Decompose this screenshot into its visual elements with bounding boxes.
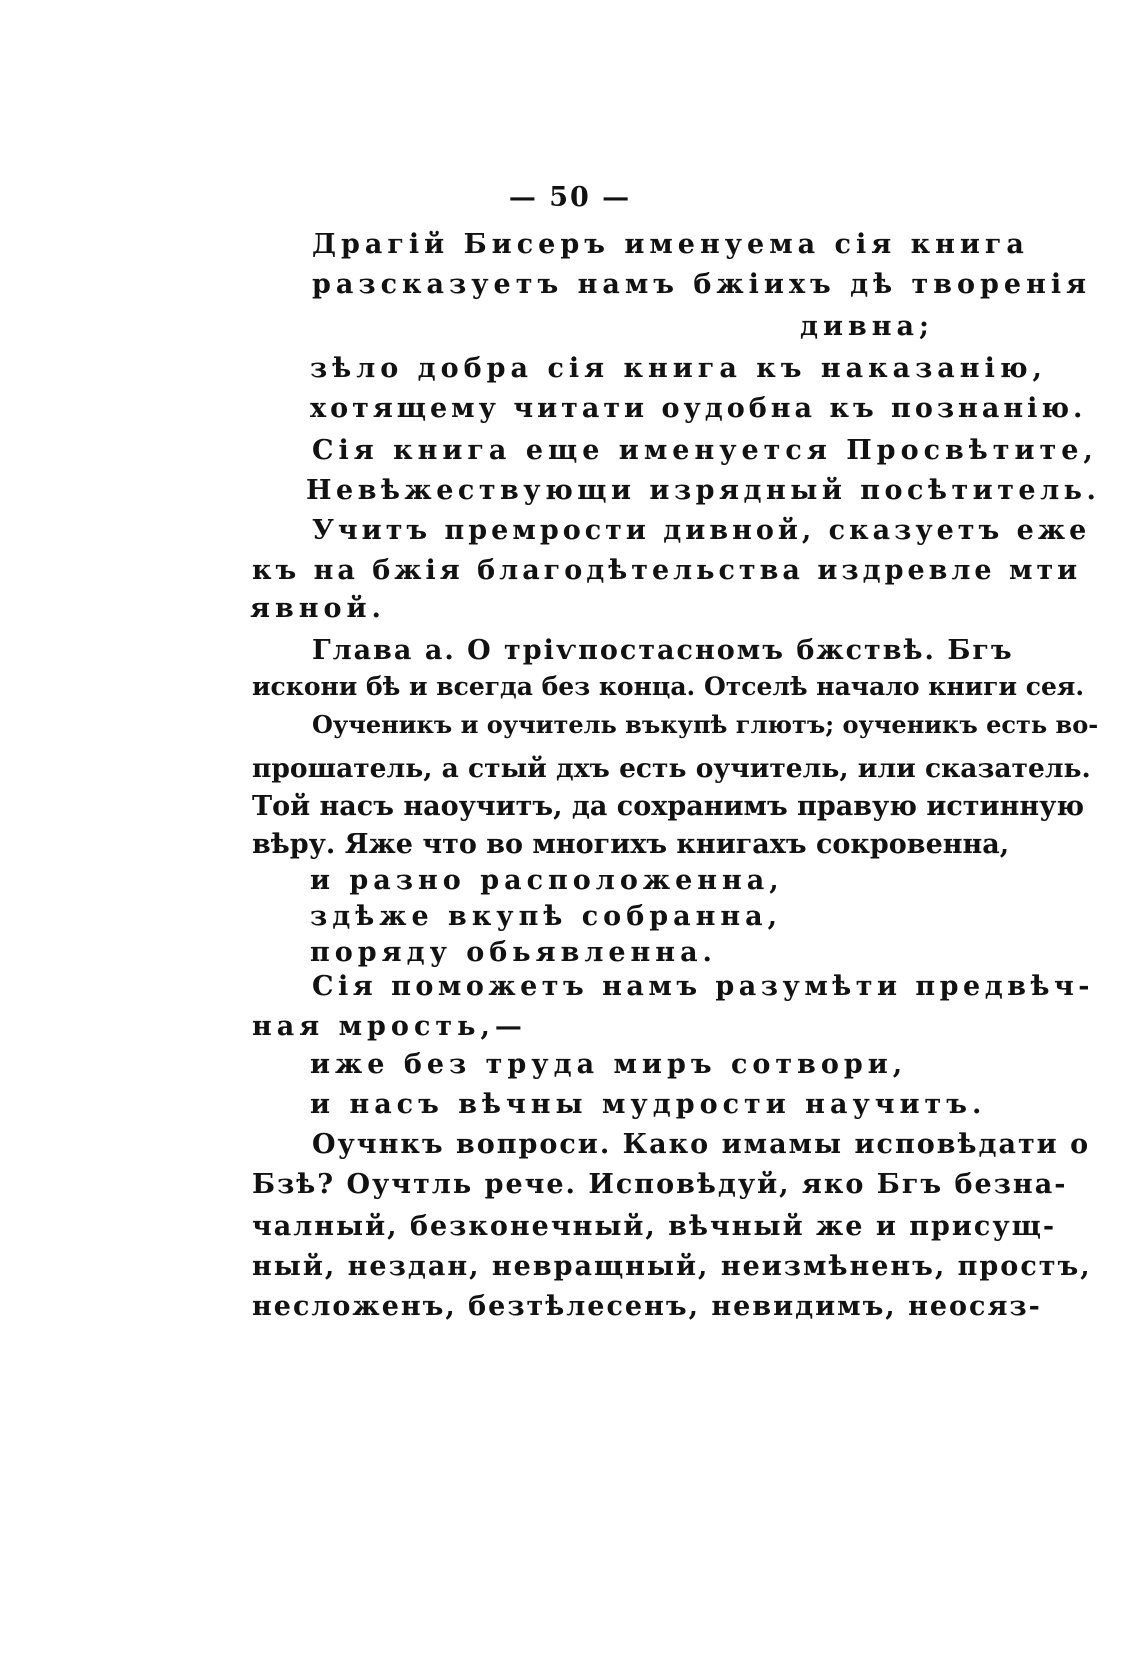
text-line: ный, нездан, невращный, неизмѣненъ, простъ, bbox=[252, 1251, 1092, 1282]
text-line: Учитъ премрости дивной, сказуетъ еже bbox=[312, 515, 1091, 546]
text-line: разсказуетъ намъ бжіихъ дѣ творенія bbox=[312, 269, 1092, 300]
text-line: Оучнкъ вопроси. Како имамы исповѣдати о bbox=[312, 1129, 1091, 1160]
text-line: и насъ вѣчны мудрости научитъ. bbox=[310, 1089, 987, 1120]
text-line: ная мрость,— bbox=[252, 1011, 527, 1042]
page-number: — 50 — bbox=[508, 182, 632, 213]
text-line: хотящему читати оудобна къ познанію. bbox=[310, 393, 1087, 424]
text-line: Невѣжествующи изрядный посѣтитель. bbox=[306, 475, 1101, 506]
text-line: вѣру. Яже что во многихъ книгахъ сокровенна, bbox=[252, 829, 1010, 860]
text-line: зѣло добра сія книга къ наказанію, bbox=[310, 353, 1047, 384]
text-line: Бзѣ? Оучтль рече. Исповѣдуй, яко Бгъ безна- bbox=[252, 1169, 1068, 1200]
text-line: искони бѣ и всегда без конца. Отселѣ начало книги сея. bbox=[252, 672, 1085, 701]
text-line: Оученикъ и оучитель въкупѣ глютъ; оученикъ есть во- bbox=[312, 710, 1099, 739]
text-line: Глава а. О тріѵпостасномъ бжствѣ. Бгъ bbox=[312, 635, 1014, 666]
text-line: Сія поможетъ намъ разумѣти предвѣч- bbox=[312, 971, 1094, 1002]
text-line: Драгій Бисеръ именуема сія книга bbox=[312, 229, 1029, 260]
text-line: Сія книга еще именуется Просвѣтите, bbox=[312, 435, 1098, 466]
text-line: несложенъ, безтѣлесенъ, невидимъ, неосяз- bbox=[252, 1291, 1042, 1322]
text-line: прошатель, а стый дхъ есть оучитель, или сказатель. bbox=[252, 753, 1091, 784]
text-line: Той насъ наоучитъ, да сохранимъ правую истинную bbox=[252, 791, 1085, 822]
text-line: здѣже вкупѣ собранна, bbox=[310, 901, 782, 932]
text-line: чалный, безконечный, вѣчный же и присущ- bbox=[252, 1211, 1057, 1242]
text-line: и разно расположенна, bbox=[310, 865, 784, 896]
text-line: дивна; bbox=[800, 311, 935, 342]
text-line: иже без труда миръ сотвори, bbox=[310, 1049, 908, 1080]
text-line: поряду обьявленна. bbox=[310, 937, 717, 968]
text-line: къ на бжія благодѣтельства издревле мти bbox=[252, 555, 1082, 586]
text-line: явной. bbox=[250, 593, 386, 624]
